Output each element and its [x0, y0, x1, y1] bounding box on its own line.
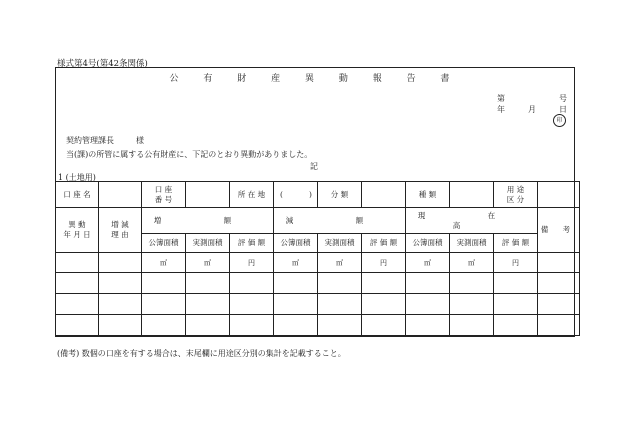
table-cell[interactable] — [318, 273, 362, 294]
type-cell[interactable] — [450, 182, 494, 208]
table-cell[interactable] — [450, 273, 494, 294]
table-cell[interactable] — [406, 315, 450, 336]
table-cell[interactable] — [538, 253, 580, 273]
use-category-header: 用 途 区 分 — [494, 182, 538, 208]
table-cell[interactable] — [56, 294, 99, 315]
dai-label: 第 — [497, 94, 505, 103]
classification-cell[interactable] — [362, 182, 406, 208]
unit-row — [56, 253, 580, 273]
table-cell[interactable] — [406, 294, 450, 315]
table-row — [56, 294, 580, 315]
table-cell[interactable] — [99, 315, 142, 336]
unit-cell[interactable]: ㎡ — [450, 253, 494, 273]
account-name-header: 口 座 名 — [56, 182, 99, 208]
day-label: 日 — [559, 105, 567, 114]
remarks-note: (備考) 数個の口座を有する場合は、末尾欄に用途区分別の集計を記載すること。 — [57, 349, 346, 358]
unit-cell[interactable]: 円 — [362, 253, 406, 273]
paren-open: ( — [280, 189, 283, 199]
remarks-header: 備 考 — [538, 208, 580, 253]
change-reason-header: 増 減 理 由 — [99, 208, 142, 253]
table-cell[interactable] — [186, 315, 230, 336]
table-cell[interactable] — [230, 273, 274, 294]
table-cell[interactable] — [142, 315, 186, 336]
table-cell[interactable] — [274, 273, 318, 294]
change-date-header: 異 動 年 月 日 — [56, 208, 99, 253]
account-number-header: 口 座 番 号 — [142, 182, 186, 208]
table-row — [56, 315, 580, 336]
table-cell[interactable] — [362, 273, 406, 294]
table-cell[interactable] — [494, 273, 538, 294]
table-cell[interactable] — [450, 294, 494, 315]
unit-cell[interactable]: ㎡ — [406, 253, 450, 273]
ki-label: 記 — [310, 162, 318, 171]
addressee-title: 契約管理課長 — [66, 136, 114, 145]
increase-header: 増 額 — [142, 208, 274, 234]
account-name-cell[interactable] — [99, 182, 142, 208]
location-header: 所 在 地 — [230, 182, 274, 208]
form-number-label: 様式第4号(第42条関係) — [57, 59, 148, 69]
unit-cell[interactable]: ㎡ — [142, 253, 186, 273]
table-cell[interactable] — [99, 253, 142, 273]
table-cell[interactable] — [538, 294, 580, 315]
addressee-honorific: 様 — [136, 136, 144, 145]
asset-change-table — [55, 181, 580, 336]
table-cell[interactable] — [186, 294, 230, 315]
paren-close: ) — [308, 189, 312, 199]
unit-cell[interactable]: ㎡ — [274, 253, 318, 273]
table-cell[interactable] — [538, 315, 580, 336]
table-cell[interactable] — [318, 315, 362, 336]
table-cell[interactable] — [230, 315, 274, 336]
table-cell[interactable] — [318, 294, 362, 315]
subcol-header: 実測面積 — [318, 234, 362, 253]
classification-header: 分 類 — [318, 182, 362, 208]
decrease-header: 減 額 — [274, 208, 406, 234]
location-cell[interactable] — [274, 182, 318, 208]
type-header: 種 類 — [406, 182, 450, 208]
table-cell[interactable] — [494, 315, 538, 336]
year-label: 年 — [497, 105, 505, 114]
table-row — [56, 273, 580, 294]
table-cell[interactable] — [494, 294, 538, 315]
subcol-header: 評 価 額 — [362, 234, 406, 253]
table-cell[interactable] — [450, 315, 494, 336]
month-label: 月 — [528, 105, 536, 114]
header-row-account — [56, 182, 580, 208]
addressee — [66, 135, 144, 146]
subcol-header: 実測面積 — [186, 234, 230, 253]
use-category-cell[interactable] — [538, 182, 580, 208]
table-cell[interactable] — [406, 273, 450, 294]
unit-cell[interactable]: ㎡ — [318, 253, 362, 273]
unit-cell[interactable]: 円 — [230, 253, 274, 273]
document-number-block — [497, 93, 567, 115]
table-cell[interactable] — [274, 294, 318, 315]
account-number-cell[interactable] — [186, 182, 230, 208]
table-cell[interactable] — [142, 294, 186, 315]
subcol-header: 評 価 額 — [494, 234, 538, 253]
unit-cell[interactable]: ㎡ — [186, 253, 230, 273]
subcol-header: 評 価 額 — [230, 234, 274, 253]
subcol-header: 公簿面積 — [274, 234, 318, 253]
subcol-header: 公簿面積 — [142, 234, 186, 253]
table-cell[interactable] — [230, 294, 274, 315]
seal-mark-icon: 印 — [553, 114, 566, 127]
table-cell[interactable] — [538, 273, 580, 294]
table-cell[interactable] — [186, 273, 230, 294]
table-cell[interactable] — [362, 294, 406, 315]
body-text: 当(課)の所管に属する公有財産に、下記のとおり異動がありました。 — [66, 150, 313, 159]
table-cell[interactable] — [56, 315, 99, 336]
table-cell[interactable] — [99, 294, 142, 315]
unit-cell[interactable]: 円 — [494, 253, 538, 273]
report-title: 公 有 財 産 異 動 報 告 書 — [169, 74, 461, 84]
table-cell[interactable] — [56, 253, 99, 273]
section-label: 1 (土地用) — [58, 173, 96, 182]
subcol-header: 公簿面積 — [406, 234, 450, 253]
table-cell[interactable] — [362, 315, 406, 336]
table-cell[interactable] — [56, 273, 99, 294]
table-cell[interactable] — [142, 273, 186, 294]
table-cell[interactable] — [274, 315, 318, 336]
header-row-change — [56, 208, 580, 234]
go-label: 号 — [559, 94, 567, 103]
subcol-header: 実測面積 — [450, 234, 494, 253]
current-balance-header: 現 在 高 — [406, 208, 538, 234]
table-cell[interactable] — [99, 273, 142, 294]
